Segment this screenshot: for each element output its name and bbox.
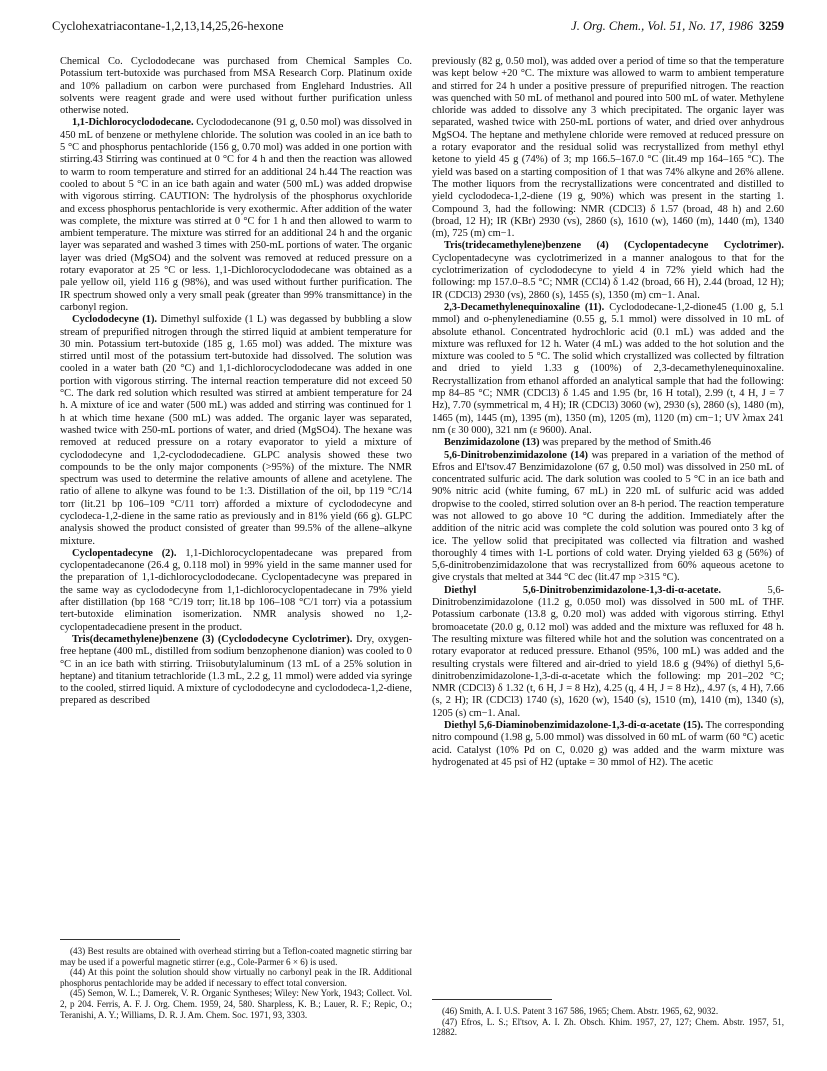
- paragraph-text: Dimethyl sulfoxide (1 L) was degassed by bubbling a slow stream of prepurified nitrogen through the stirred liquid at ambient temperature for 30 min. Potassium tert-butoxide (185 g, 1.65 mol) was added. The mixture was stirred until most of the potassium tert-butoxide had dissolved. The solution was cooled in a water bath (20 °C) and 1,1-dichlorocyclododecane was added in one portion with vigorous stirring. The internal reaction temperature did not exceed 50 °C. The dark red solution which resulted was stirred at ambient temperature for 24 h. A mixture of ice and water (500 mL) was added and stirring was continued for 1 h at which time hexane (500 mL) was added. The organic layer was separated, washed twice with 250-mL portions of water, and dried (MgSO4). The hexane was removed at reduced pressure on a rotary evaporator to yield a mixture of cyclododecyne and 1,2-cyclododecadiene. GLPC analysis showed these two compounds to be the only major components (>95%) of the mixture. The NMR spectrum was used to determine the relative amounts of allene and acetylene. The ratio of allene to alkyne was found to be 1:3. Distillation of the oil, bp 119 °C/14 torr (lit.21 bp 106–109 °C/11 torr) afforded a mixture of cyclododecyne and cyclodeca-1,2-diene in the same ratio as previously and in 81% yield (66 g). GLPC analysis showed the product consisted of greater than 99.5% of the allene–alkyne mixture.: [60, 314, 412, 547]
- paragraph-text: was prepared in a variation of the method of Efros and El'tsov.47 Benzimidazolone (67 g, 0.50 mol) was dissolved in 250 mL of concentrated sulfuric acid. The dark solution was cooled to 5 °C in an ice bath and 90% nitric acid (white fuming, 67 mL) in 220 mL of sulfuric acid was added dropwise to the cooled, stirred solution over an 8-h period. The reaction temperature was not allowed to go above 10 °C during the addition. Immediately after the addition of the nitric acid was complete the cold solution was poured onto 3 kg of ice. The yellow solid that precipitated was collected via filtration and washed thoroughly 4 times with 1-L portions of cold water. Drying yielded 63 g (56%) of 5,6-dinitrobenzimidazolone that was recrystallized from 60% aqueous acetone to give crystals that melted at 344 °C dec (lit.47 mp >315 °C).: [432, 449, 784, 584]
- paragraph: [60, 56, 412, 117]
- paragraph: [432, 720, 784, 769]
- footnote: (43) Best results are obtained with overhead stirring but a Teflon-coated magnetic stirring bar may be used if a powerful magnetic stirrer (e.g., Cole-Parmer 6 × 6) is used.: [60, 946, 412, 967]
- section-heading: Tris(decamethylene)benzene (3) (Cyclododecyne Cyclotrimer).: [72, 633, 353, 645]
- paragraph: [60, 548, 412, 634]
- section-heading: Diethyl 5,6-Diaminobenzimidazolone-1,3-di-α-acetate (15).: [444, 720, 704, 732]
- paragraph-text: The corresponding nitro compound (1.98 g, 5.00 mmol) was dissolved in 60 mL of warm (60 °C) acetic acid. Catalyst (10% Pd on C, 0.020 g) was added and the warm mixture was hydrogenated at 45 psi of H2 (uptake = 30 mmol of H2). The acetic: [432, 720, 784, 768]
- section-heading: Diethyl 5,6-Dinitrobenzimidazolone-1,3-di-α-acetate.: [444, 584, 721, 596]
- section-heading: 5,6-Dinitrobenzimidazolone (14): [444, 449, 588, 461]
- paragraph-text: Chemical Co. Cyclododecane was purchased from Chemical Samples Co. Potassium tert-butoxide was purchased from MSA Research Corp. Platinum oxide and 10% palladium on carbon were purchased from Englehard Industries. All solvents were reagent grade and were used without further purification unless otherwise noted.: [60, 56, 412, 117]
- section-heading: 1,1-Dichlorocyclododecane.: [72, 117, 194, 129]
- section-heading: Benzimidazolone (13): [444, 437, 540, 449]
- footnote: (47) Efros, L. S.; El'tsov, A. I. Zh. Obsch. Khim. 1957, 27, 127; Chem. Abstr. 1957, 51, 12882.: [432, 1016, 784, 1038]
- paragraph: [60, 314, 412, 548]
- footnote: (45) Semon, W. L.; Damerek, V. R. Organic Syntheses; Wiley: New York, 1943; Collect. Vol. 2, p 204. Ferris, A. F. J. Org. Chem. 1959, 24, 580. Sharpless, K. B.; Lauer, R. F.; Repic, O.; Teranishi, A. Y.; Williams, D. R. J. Am. Chem. Soc. 1971, 93, 3303.: [60, 988, 412, 1020]
- paragraph-text: previously (82 g, 0.50 mol), was added over a period of time so that the temperature was kept below +20 °C. The mixture was allowed to warm to ambient temperature and stirred for 24 h under a positive pressure of prepurified nitrogen. The reaction was quenched with 50 mL of methanol and poured into 500 mL of water. Methylene chloride was added to dissolve any 3 which precipitated. The organic layer was separated, washed twice with 250-mL portions of water, and dried over anhydrous MgSO4. The heptane and methylene chloride were removed at reduced pressure on a rotary evaporator and the residual solid was recrystallized from methyl ethyl ketone to yield 45 g (74%) of 3; mp 166.5–167.0 °C (lit.49 mp 164–165 °C). The yield was based on a starting composition of 1 that was 74% alkyne and 26% allene. The mother liquors from the recrystallizations were concentrated and distilled to yield cyclododeca-1,2-diene (19 g, 90%) which was present in the starting 1. Compound 3, had the following: NMR (CDCl3) δ 1.57 (broad, 48 h) and 2.60 (broad, 12 H); IR (KBr) 2930 (vs), 2860 (s), 1610 (w), 1460 (m), 1440 (m), 1340 (m), 725 (m) cm−1.: [432, 56, 784, 240]
- paragraph: [432, 450, 784, 585]
- page-number: 3259: [759, 19, 784, 33]
- paragraph-text: was prepared by the method of Smith.46: [539, 437, 711, 449]
- footnote: (46) Smith, A. I. U.S. Patent 3 167 586, 1965; Chem. Abstr. 1965, 62, 9032.: [442, 1006, 719, 1016]
- page-header: [52, 18, 784, 34]
- left-column: [60, 56, 412, 708]
- paragraph-text: Cyclopentadecyne was cyclotrimerized in a manner analogous to that for the cyclotrimerization of cyclododecyne to yield 4 in 72% yield which had the following: mp 157.0–8.5 °C; NMR (CCl4) δ 1.42 (broad, 66 H), 2.44 (broad, 12 H); IR (CDCl3) 2930 (vs), 2860 (s), 1455 (s), 1350 (m) cm−1. Anal.: [432, 252, 784, 301]
- running-title: Cyclohexatriacontane-1,2,13,14,25,26-hexone: [52, 19, 284, 33]
- paragraph: [432, 56, 784, 240]
- paragraph: [432, 437, 784, 449]
- section-heading: 2,3-Decamethylenequinoxaline (11).: [444, 301, 605, 313]
- paragraph: [432, 302, 784, 437]
- paragraph-text: 5,6-Dinitrobenzimidazolone (11.2 g, 0.050 mol) was dissolved in 500 mL of THF. Potassium carbonate (13.8 g, 0.20 mol) was added with vigorous stirring. Ethyl bromoacetate (20.0 g, 0.12 mol) was added and the mixture was refluxed for 48 h. The resulting mixture was filtered while hot and the solution was concentrated on a rotary evaporator at reduced pressure. Ethanol (95%, 100 mL) was added and the resulting crystals were filtered and air-dried to yield 18.6 g (94%) of diethyl 5,6-dinitrobenzimidazolone-1,3-di-α-acetate which the following: mp 201–202 °C; NMR (CDCl3) δ 1.32 (t, 6 H, J = 8 Hz), 4.25 (q, 4 H, J = 8 Hz),, 4.97 (s, 4 H), 7.66 (s, 2 H); IR (CDCl3) 1740 (s), 1620 (w), 1540 (s), 1510 (m), 1410 (m), 1340 (s), 1205 (s) cm−1. Anal.: [432, 584, 784, 719]
- paragraph: [432, 585, 784, 720]
- paragraph-text: Cyclododecanone (91 g, 0.50 mol) was dissolved in 450 mL of benzene or methylene chloride. The solution was cooled in an ice bath to 5 °C and phosphorus pentachloride (156 g, 0.70 mol) was added in one portion with stirring.43 Stirring was continued at 0 °C for 4 h and then the reaction was allowed to warm to room temperature and stirred for an additional 24 h.44 The reaction was cooled to about 5 °C in an ice bath again and water (500 mL) was added dropwise with vigorous stirring. CAUTION: The hydrolysis of the phosphorus oxychloride and excess phosphorus pentachloride is very exothermic. After addition of the water was complete, the mixture was stirred at 0 °C for 1 h and then allowed to warm to ambient temperature. The mixture was stirred for an additional 24 h and the organic layer was separated and washed 3 times with 250-mL portions of water. The organic layer was dried (MgSO4) and the solvent was removed at reduced pressure on a rotary evaporator at 25 °C or less. 1,1-Dichlorocyclododecane was obtained as a pale yellow oil, yield 116 g (98%), and was used without further purification. The IR spectrum showed only a very small peak (greater than 99% transmittance) in the carbonyl region.: [60, 117, 412, 313]
- footnote: (44) At this point the solution should show virtually no carbonyl peak in the IR. Additional phosphorus pentachloride may be added if necessary to effect total conversion.: [60, 967, 412, 988]
- footnotes-right: [432, 1006, 784, 1038]
- footnote-rule-left: [60, 939, 180, 940]
- journal-citation: [571, 18, 784, 34]
- paragraph: [60, 117, 412, 314]
- footnote-rule-right: [432, 999, 552, 1000]
- section-heading: Cyclododecyne (1).: [72, 314, 158, 326]
- section-heading: Cyclopentadecyne (2).: [72, 547, 177, 559]
- journal-name: J. Org. Chem., Vol. 51, No. 17, 1986: [571, 19, 753, 33]
- paragraph-text: 1,1-Dichlorocyclopentadecane was prepared from cyclopentadecanone (26.4 g, 0.118 mol) in 99% yield in the same manner used for the preparation of 1,1-dichlorocyclododecane. Cyclopentadecyne was prepared in the same way as cyclododecyne from 1,1-dichlorocyclopentadecane in 79% yield after distillation (bp 168 °C/19 torr; lit.18 bp 106–108 °C/1 torr) via a potassium tert-butoxide elimination isomerization. NMR analysis showed no 1,2-cyclopentadecadiene present in the product.: [60, 547, 412, 633]
- paragraph: [60, 634, 412, 708]
- paragraph: [432, 240, 784, 301]
- right-column: [432, 56, 784, 769]
- paragraph-text: Cyclododecane-1,2-dione45 (1.00 g, 5.1 mmol) and o-phenylenediamine (0.55 g, 5.1 mmol) were dissolved in 10 mL of absolute ethanol. Concentrated hydrochloric acid (0.1 mL) was added and the mixture was refluxed for 12 h. Water (4 mL) was added to the hot solution and the mixture was cooled to 5 °C. The solid which crystallized was collected by filtration and dried to yield 1.33 g (100%) of 2,3-decamethylenequinoxaline. Recrystallization from ethanol afforded an analytical sample that had the following: mp 84–85 °C; NMR (CDCl3) δ 1.45 and 1.95 (br, 16 H total), 2.99 (t, 4 H, J = 7 Hz), 7.70 (symmetrical m, 4 H); IR (CDCl3) 3060 (w), 2930 (s), 2860 (s), 1480 (m), 1465 (m), 1445 (m), 1395 (m), 1350 (m), 1205 (m), 1120 (m) cm−1; UV λmax 241 nm (ε 30 000), 321 nm (ε 9600). Anal.: [432, 301, 784, 436]
- section-heading: Tris(tridecamethylene)benzene (4) (Cyclopentadecyne Cyclotrimer).: [444, 240, 784, 252]
- paragraph-text: Dry, oxygen-free heptane (400 mL, distilled from sodium benzophenone dianion) was cooled to 0 °C in an ice bath with stirring. Triisobutylaluminum (13 mL of a 25% solution in heptane) and titanium tetrachloride (1.3 mL, 2.2 g, 11 mmol) were added via syringe to the cooled, stirred liquid. A mixture of cyclododecyne and cyclododeca-1,2-diene, prepared as described: [60, 633, 413, 707]
- footnotes-left: [60, 946, 412, 1020]
